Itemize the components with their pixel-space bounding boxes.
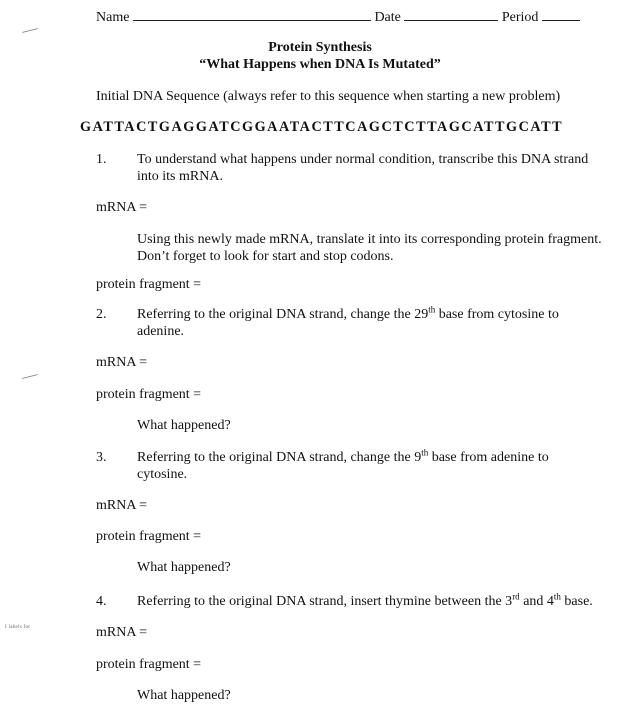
q2-number: 2. — [96, 307, 107, 322]
q3-what-happened: What happened? — [137, 560, 231, 575]
q1-prompt-line2: into its mRNA. — [137, 169, 223, 184]
name-line[interactable] — [133, 8, 371, 21]
q3-number: 3. — [96, 450, 107, 465]
date-label: Date — [374, 10, 401, 25]
q2-prompt — [137, 306, 607, 340]
q2-sup: th — [428, 304, 436, 315]
margin-mark-middle — [22, 374, 38, 379]
q4-text-a: Referring to the original DNA strand, insert thymine between the 3 — [137, 594, 513, 609]
q2-prompt-line1 — [137, 306, 607, 323]
period-label: Period — [501, 10, 539, 25]
q3-prompt-line2: cytosine. — [137, 467, 188, 482]
q1-prompt — [137, 151, 607, 185]
q3-prompt-line1 — [137, 449, 607, 466]
worksheet-title: Protein Synthesis — [268, 40, 372, 55]
q2-prompt-line2: adenine. — [137, 324, 185, 339]
period-line[interactable] — [542, 8, 580, 21]
q3-protein-label: protein fragment = — [96, 529, 202, 544]
q2-text-b: base from cytosine to — [435, 307, 559, 322]
q4-text-c: base. — [560, 594, 593, 609]
intro-text: Initial DNA Sequence (always refer to this sequence when starting a new problem) — [96, 89, 561, 104]
date-line[interactable] — [404, 8, 498, 21]
worksheet-header — [96, 8, 580, 26]
q2-protein-label: protein fragment = — [96, 387, 202, 402]
q4-protein-label: protein fragment = — [96, 657, 202, 672]
margin-stamp: I labels for — [5, 625, 31, 630]
dna-sequence: GATTACTGAGGATCGGAATACTTCAGCTCTTAGCATTGCATT — [80, 119, 564, 135]
q2-text-a: Referring to the original DNA strand, change the 29 — [137, 307, 429, 322]
name-label: Name — [96, 10, 130, 25]
q1-translate-line1: Using this newly made mRNA, translate it into its corresponding protein fragment. — [137, 232, 602, 247]
q4-text-b: and 4 — [519, 594, 554, 609]
q2-mrna-label: mRNA = — [96, 355, 148, 370]
q3-text-a: Referring to the original DNA strand, change the 9 — [137, 450, 422, 465]
q1-number: 1. — [96, 152, 107, 167]
q3-sup: th — [421, 447, 429, 458]
q4-mrna-label: mRNA = — [96, 625, 148, 640]
q3-mrna-label: mRNA = — [96, 498, 148, 513]
q1-prompt-line1: To understand what happens under normal condition, transcribe this DNA strand — [137, 152, 589, 167]
q4-prompt — [137, 593, 627, 610]
q1-translate-prompt — [137, 231, 627, 265]
q4-sup1: rd — [512, 591, 520, 602]
q4-what-happened: What happened? — [137, 688, 231, 703]
margin-mark-top — [22, 28, 38, 33]
q3-text-b: base from adenine to — [428, 450, 549, 465]
q4-sup2: th — [553, 591, 561, 602]
worksheet-subtitle: “What Happens when DNA Is Mutated” — [199, 57, 441, 72]
q1-mrna-label: mRNA = — [96, 200, 148, 215]
q4-number: 4. — [96, 594, 107, 609]
q2-what-happened: What happened? — [137, 418, 231, 433]
q3-prompt — [137, 449, 607, 483]
q1-protein-label: protein fragment = — [96, 277, 202, 292]
q1-translate-line2: Don’t forget to look for start and stop codons. — [137, 249, 394, 264]
